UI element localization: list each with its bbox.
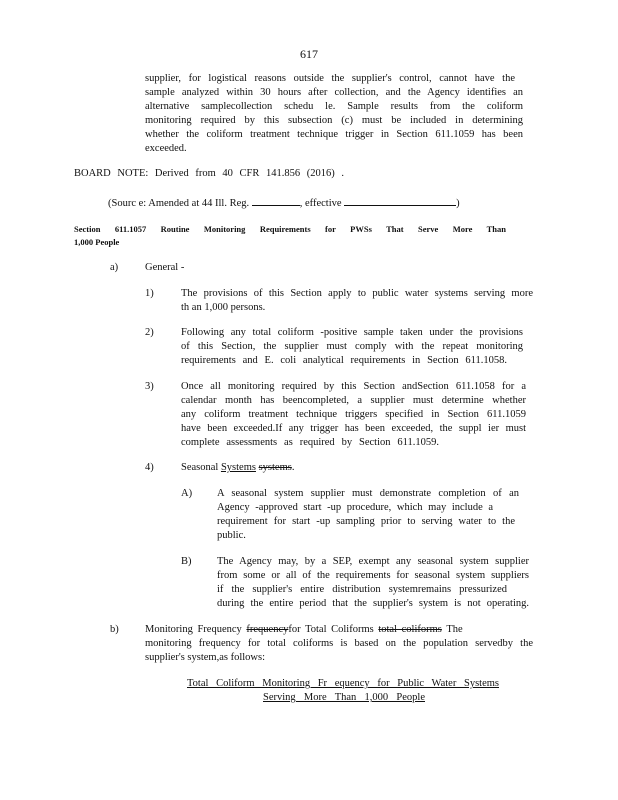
deleted-text: frequency [246,624,289,635]
subsection-a-title: General - [145,262,185,273]
item-line: any coliform treatment technique triggers specified in Section 611.1059 [181,409,526,420]
sub-item-line: A seasonal system supplier must demonstrate completion of an [217,488,519,499]
plain-text: for Total Coliforms [288,624,374,635]
item-line: Once all monitoring required by this Section andSection 611.1058 for a [181,381,526,392]
item-4-title [181,462,294,474]
plain-text: Monitoring Frequency [145,624,242,635]
source-note [108,196,460,210]
section-heading-line: Section 611.1057 Routine Monitoring Requirements for PWSs That Serve More Than [74,224,506,234]
source-text-after: ) [456,198,460,209]
table-title-line: Total Coliform Monitoring Fr equency for Public Water Systems [187,678,499,689]
source-text-mid: , effective [299,198,342,209]
section-heading-line: 1,000 People [74,237,120,247]
item-4-prefix: Seasonal [181,462,219,473]
item-label: 1) [145,288,154,299]
plain-text: The [446,624,463,635]
item-line: The provisions of this Section apply to public water systems serving more [181,288,533,299]
item-line: have been exceeded.If any trigger has been exceeded, the suppl ier must [181,423,526,434]
subsection-b-line [145,624,463,636]
sub-item-label: A) [181,488,193,499]
sub-item-line: requirement for start -up sampling prior to serving water to the [217,516,515,527]
deleted-text: total coliforms [378,624,442,635]
item-line: calendar month has beencompleted, a supplier must determine whether [181,395,526,406]
effective-date-blank [344,196,456,206]
subsection-b-line: supplier's system,as follows: [145,652,266,663]
board-note: BOARD NOTE: Derived from 40 CFR 141.856 (2016) . [74,168,344,179]
item-4-suffix: . [291,462,295,473]
item-line: th an 1,000 persons. [181,302,266,313]
table-title-line: Serving More Than 1,000 People [263,692,425,703]
sub-item-line: Agency -approved start -up procedure, which may include a [217,502,493,513]
subsection-a-label: a) [110,262,119,273]
item-line: Following any total coliform -positive sample taken under the provisions [181,327,523,338]
item-line: requirements and E. coli analytical requirements in Section 611.1058. [181,355,507,366]
sub-item-line: The Agency may, by a SEP, exempt any seasonal system supplier [217,556,529,567]
register-blank [252,196,300,206]
item-label: 2) [145,327,154,338]
sub-item-line: from some or all of the requirements for seasonal system suppliers [217,570,529,581]
page-number: 617 [300,47,318,61]
inserted-text: Systems [220,462,256,473]
sub-item-label: B) [181,556,192,567]
source-text-before: (Sourc e: Amended at 44 Ill. Reg. [108,198,250,209]
deleted-text: systems [258,462,292,473]
intro-line: exceeded. [145,143,187,154]
intro-line: alternative samplecollection schedu le. Sample results from the coliform [145,101,523,112]
sub-item-line: if the supplier's entire distribution systemremains pressurized [217,584,507,595]
intro-line: whether the coliform treatment technique trigger in Section 611.1059 has been [145,129,523,140]
sub-item-line: during the entire period that the supplier's system is not operating. [217,598,529,609]
item-line: complete assessments as required by Section 611.1059. [181,437,439,448]
subsection-b-line: monitoring frequency for total coliforms is based on the population servedby the [145,638,533,649]
item-label: 4) [145,462,154,473]
sub-item-line: public. [217,530,246,541]
item-line: of this Section, the supplier must comply with the repeat monitoring [181,341,523,352]
intro-line: sample analyzed within 30 hours after collection, and the Agency identifies an [145,87,523,98]
subsection-b-label: b) [110,624,119,635]
intro-line: monitoring required by this subsection (c) must be included in determining [145,115,523,126]
intro-line: supplier, for logistical reasons outside the supplier's control, cannot have the [145,73,515,84]
item-label: 3) [145,381,154,392]
